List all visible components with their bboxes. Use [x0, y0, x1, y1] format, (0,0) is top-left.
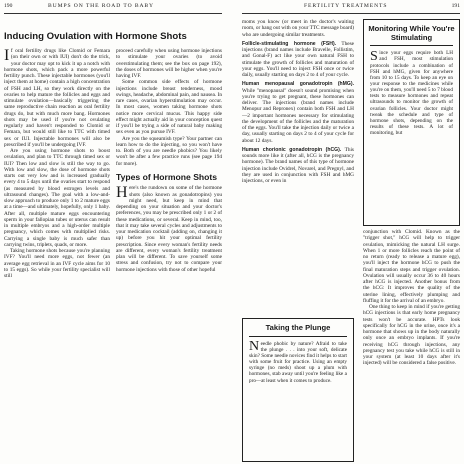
body-paragraph: Taking hormone shots because you're planning IVF? You'll need more eggs, not fewer (an average egg retrieval in an IVF cycle aims for 10 to 15 eggs). So while your fertility specialist will still — [4, 248, 110, 279]
body-paragraph: conjunction with Clomid. Known as the "trigger shot," hCG will help to trigger ovulation, mimicking the natural LH surge. When 1 or more follicles reach the point of no return (ready to release a mature egg), you'll inject the hormone hCG to push the final maturation steps and trigger ovulation. Ovulation will usually occur 36 to 40 hours after hCG is injected. Another bonus from the hCG: It improves the quality of the uterine lining, effectively plumping and fluffing it for the arrival of an embryo. — [363, 229, 460, 304]
left-running-header — [4, 3, 222, 13]
left-column-1 — [4, 48, 110, 462]
body-paragraph — [4, 48, 110, 148]
sidebar-body — [249, 341, 347, 384]
drop-cap: I — [4, 48, 10, 64]
left-running-title: BUMPS ON THE ROAD TO BABY — [48, 3, 154, 9]
paragraph-text: f oral fertility drugs like Clomid or Femara (on their own or with IUI) don't do the trick, your doctor may opt to kick it up a notch with hormone shots, which pack a more powerful fertility punch. These injectable hormones (you'll inject them at home) contain a high concentration of FSH and LH, so they work directly on the ovaries to help mature the follicles and eggs and stimulate ovulation—basically triggering the same reproductive chain reaction as oral fertility drugs do, but with much more bang. Hormones shots may be used if you're not ovulating regularly and haven't responded to Clomid or Femara, but would still like to TTC with timed sex or IUI. Injectable hormones will also be prescribed if you'll be undergoing IVF. — [4, 48, 110, 148]
body-paragraph — [116, 185, 222, 273]
right-running-header — [242, 3, 460, 13]
sidebar-title: Monitoring While You're Stimulating — [368, 24, 455, 42]
right-column-1 — [242, 19, 354, 317]
definition-text: While "menopausal" doesn't sound promising when you're trying to get pregnant, these hormones can deliver. The injections (brand names include Menopur and Repronex) contain both FSH and LH—2 important hormones necessary for stimulating the development of the follicles and the maturation of the eggs. You'll take the injection daily or twice a day, usually starting on days 2 to 4 of your cycle for about 12 days. — [242, 87, 354, 144]
right-header-rule — [242, 13, 460, 14]
body-paragraph: Are you the squeamish type? Your partner can learn how to do the injecting, so you won't have to. Both of you are needle phobics? You likely won't be after a few practice runs (see page 194 for more). — [116, 135, 222, 167]
body-paragraph: One thing to keep in mind if you're getting hCG injections is that early home pregnancy tests won't be accurate. HPTs look specifically for hCG in the urine, once it's a hormone that shows up in the body naturally only once an embryo implants. If you're receiving hCG through injections, any pregnancy test you take while hCG is still in your system (at least 10 days after it's injected) will be considered a false positive. — [363, 304, 460, 367]
body-paragraph: Are you using hormone shots to boost ovulation, and plan to TTC through timed sex or IUI? Then low and slow is still the way to go. With low and slow, the dose of hormone shots starts out very low and is increased gradually every 4 to 5 days until the ovaries start to respond (as measured by blood estrogen levels and ultrasound changes). The goal with a low-and-slow approach to produce only 1 to 2 mature eggs at a time—and ultimately, hopefully, only 1 baby. After all, multiple mature eggs encountering sperm in your fallopian tubes or uterus can result in multiple embryos and a high-order multiple pregnancy, which comes with multiplied risks. Carrying a single baby is much safer than carrying twins, triplets, quads, or more. — [4, 148, 110, 248]
drop-cap: H — [116, 183, 128, 201]
paragraph-text: ere's the rundown on some of the hormone shots (also known as gonadotropins) you might need, but keep in mind that depending on your situation and your doctor's preferences, you may be prescribed only 1 or 2 of these medications, or several. Keep in mind, too, that it may take several cycles and adjustments to your medication cocktail (adding on, changing it up) before you hit your optimal fertility prescription. Since every woman's fertility needs are different, every woman's fertility treatment plan will be different. To save yourself some stress and confusion, try not to compare your hormone injections with those of other hopeful — [116, 185, 222, 273]
left-page-number: 190 — [4, 3, 13, 9]
body-paragraph: Some common side effects of hormone injections include breast tenderness, mood swings, headache, abdominal pain, and nausea. In rare cases, ovarian hyperstimulation may occur. In most cases, women taking hormone shots notice more cervical mucus. This happy side effect might actually aid in your conception quest if you'll be trying a side of natural baby making sex even as you pursue IVF. — [116, 79, 222, 136]
definition-term: Follicle-stimulating hormone (FSH). — [242, 40, 337, 47]
definition-entry — [242, 41, 354, 79]
sidebar-body — [370, 50, 453, 136]
sidebar-rule — [370, 45, 453, 46]
right-column-2 — [363, 229, 460, 462]
sidebar-monitoring — [363, 19, 460, 226]
drop-cap: S — [370, 48, 378, 64]
definition-term: Human menopausal gonadotropin (hMG). — [242, 81, 354, 88]
body-paragraph: proceed carefully when using hormone injections to stimulate your ovaries (to avoid overstimulating them; see the box on page 192), the doses of hormones will be higher when you're having IVF. — [116, 48, 222, 79]
left-header-rule — [4, 13, 222, 14]
definition-term: Human chorionic gonadotropin (hCG). — [242, 146, 342, 153]
drop-cap: N — [249, 339, 260, 355]
definition-text: This sounds more like it (after all, hCG is the pregnancy hormone). The brand names of this type of hormone injection include Ovidrel, Novarel, and Pregnyl, and they are used in conjunction with FSH and hMG injections, or even in — [242, 146, 354, 184]
definition-text: These injections (brand names include Bravelle, Follistim, and Gonal-F) act like your own natural FSH to stimulate the growth of follicles and maturation of your eggs. You'll need to inject FSH once or twice daily, usually starting on days 2 to 4 of your cycle. — [242, 40, 354, 78]
body-paragraph: moms you know (or meet in the doctor's waiting room, or hang out with on your TTC message board) who are undergoing similar treatments. — [242, 19, 354, 38]
right-page-number: 191 — [451, 3, 460, 9]
sidebar-text: ince your eggs require both LH and FSH, most stimulation protocols include a combination of FSH and hMG, given for anywhere from 10 to 15 days. To keep an eye on your response to the medicines while you're on them, you'll need 5 to 7 blood tests to measure hormones and repeat ultrasounds to monitor the growth of ovarian follicles. Your doctor might tweak the schedule and type of hormone shots, depending on the results of these tests. A lot of monitoring, but — [370, 50, 453, 137]
definition-entry — [242, 147, 354, 185]
sidebar-title: Taking the Plunge — [265, 323, 331, 332]
sidebar-taking-the-plunge — [242, 318, 354, 462]
left-column-2 — [116, 48, 222, 462]
sidebar-text: eedle phobic by nature? Afraid to take the plunge . . . into your soft, delicate skin? Some needle novices find it helps to start with some fruit for practice. Using an empty syringe (no meds) shoot up a plum with hormones, stab away until you're feeling like a pro—at least when it comes to produce. — [249, 340, 347, 384]
sidebar-rule — [249, 336, 347, 337]
right-running-title: FERTILITY TREATMENTS — [304, 3, 388, 9]
definition-entry — [242, 81, 354, 144]
subheading-types: Types of Hormone Shots — [116, 171, 218, 182]
section-heading: Inducing Ovulation with Hormone Shots — [4, 31, 187, 42]
